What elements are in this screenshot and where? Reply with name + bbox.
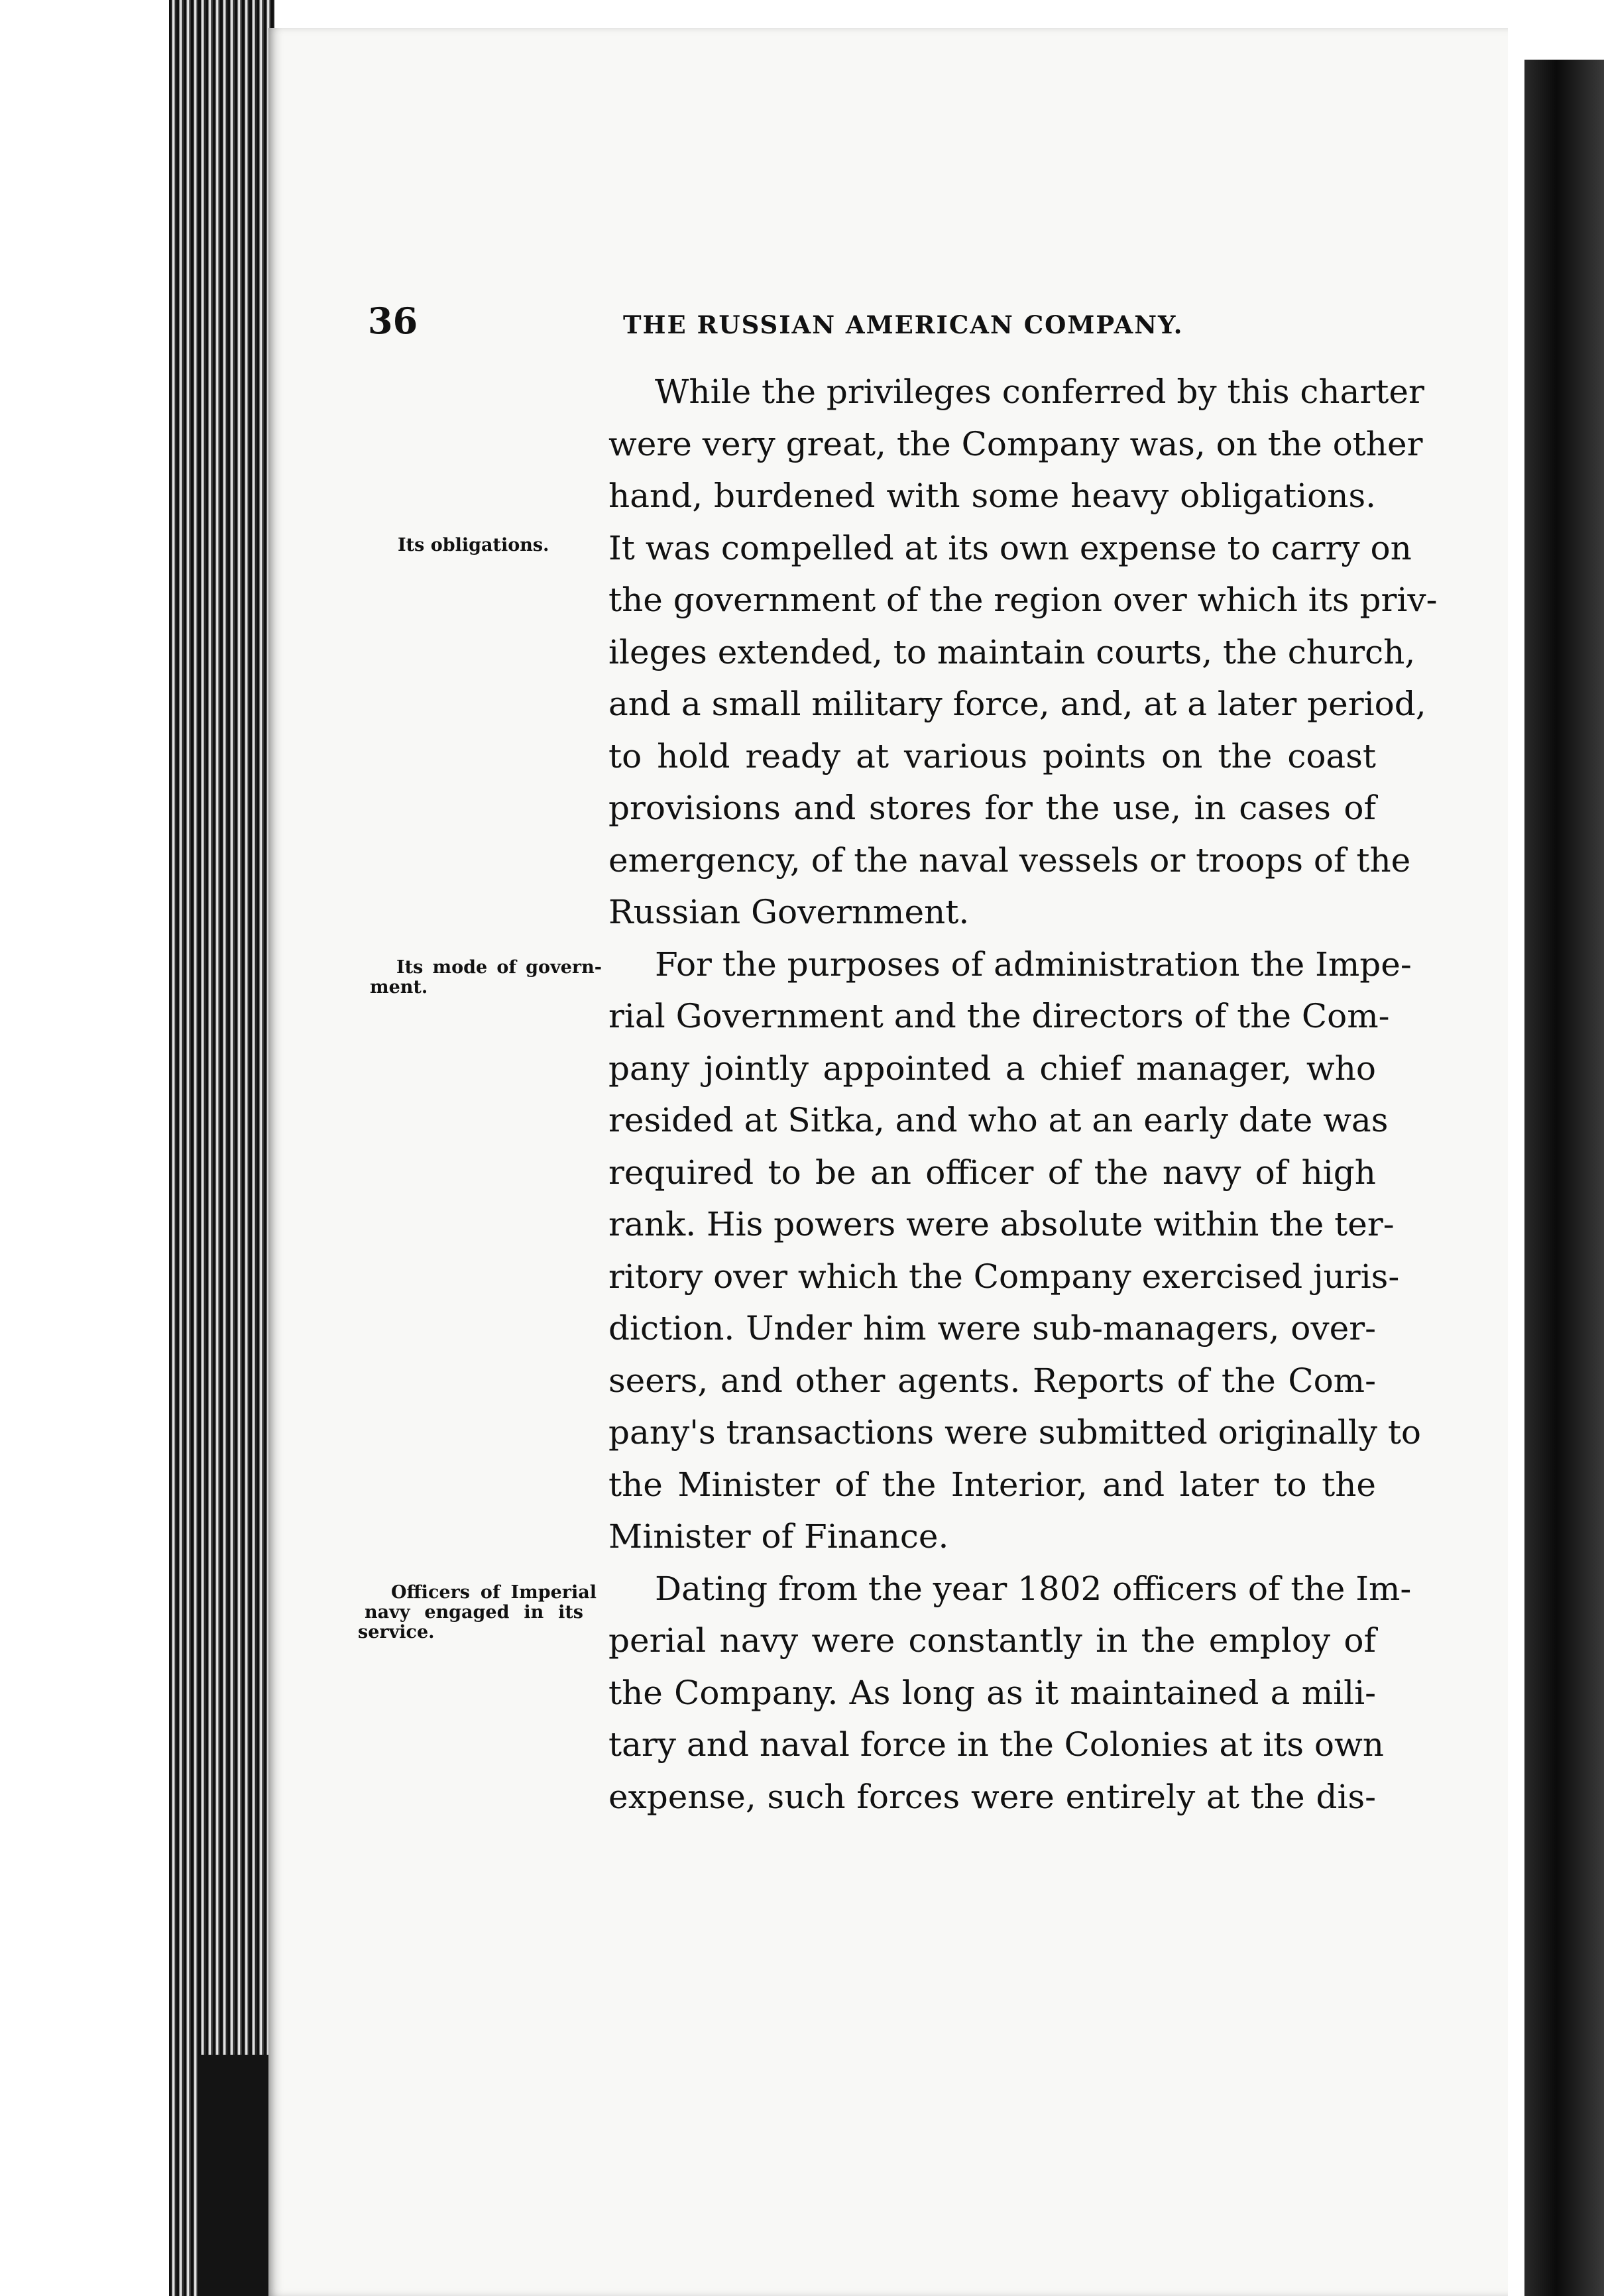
body-line: hand, burdened with some heavy obligations. — [608, 477, 1376, 515]
margin-note-line: Its mode of govern- — [396, 957, 602, 978]
body-line: Minister of Finance. — [608, 1517, 949, 1556]
body-line: Dating from the year 1802 officers of the Im- — [655, 1569, 1412, 1608]
body-line: to hold ready at various points on the coast — [608, 736, 1376, 775]
margin-note-line: service. — [358, 1622, 435, 1642]
margin-note-line: Officers of Imperial — [391, 1582, 597, 1603]
body-line: emergency, of the naval vessels or troops of the — [608, 840, 1411, 880]
body-line: While the privileges conferred by this charter — [655, 373, 1424, 411]
body-line: Russian Government. — [608, 893, 970, 931]
body-line: expense, such forces were entirely at the dis- — [608, 1777, 1376, 1816]
facing-page-edge — [1524, 60, 1604, 2296]
body-line: diction. Under him were sub-managers, over- — [608, 1309, 1376, 1348]
body-text — [608, 366, 1438, 1823]
body-line: pany's transactions were submitted originally to — [608, 1413, 1422, 1452]
margin-note-government — [370, 957, 602, 998]
body-line: ileges extended, to maintain courts, the church, — [608, 632, 1416, 671]
book-page-edges-shadow — [199, 2055, 278, 2296]
body-line: For the purposes of administration the Impe- — [655, 945, 1412, 984]
body-line: seers, and other agents. Reports of the Com- — [608, 1361, 1376, 1400]
book-page-edges — [169, 0, 275, 2296]
margin-note-obligations — [398, 536, 616, 555]
body-line: were very great, the Company was, on the other — [608, 424, 1423, 463]
body-line: and a small military force, and, at a later period, — [608, 685, 1426, 723]
body-line: It was compelled at its own expense to carry on — [608, 528, 1412, 567]
body-line: pany jointly appointed a chief manager, who — [608, 1049, 1376, 1088]
body-line: rial Government and the directors of the Com- — [608, 997, 1390, 1035]
margin-note-line: navy engaged in its — [365, 1602, 583, 1623]
body-line: provisions and stores for the use, in cases of — [608, 789, 1376, 827]
body-line: tary and naval force in the Colonies at its own — [608, 1725, 1384, 1764]
body-line: resided at Sitka, and who at an early date was — [608, 1101, 1389, 1139]
body-line: the Minister of the Interior, and later to the — [608, 1465, 1376, 1504]
margin-note-officers — [358, 1582, 597, 1642]
body-line: rank. His powers were absolute within the ter- — [608, 1205, 1395, 1243]
margin-note-line: ment. — [370, 977, 428, 998]
scan-margin-left — [0, 0, 166, 2296]
margin-note-line: Its obligations. — [398, 535, 549, 555]
body-line: the Company. As long as it maintained a mili- — [608, 1673, 1376, 1712]
body-line: the government of the region over which its priv- — [608, 581, 1438, 619]
body-line: ritory over which the Company exercised juris- — [608, 1257, 1400, 1296]
body-line: required to be an officer of the navy of high — [608, 1153, 1376, 1192]
page-number: 36 — [368, 300, 418, 342]
running-title: THE RUSSIAN AMERICAN COMPANY. — [623, 310, 1184, 339]
body-line: perial navy were constantly in the employ of — [608, 1621, 1376, 1660]
